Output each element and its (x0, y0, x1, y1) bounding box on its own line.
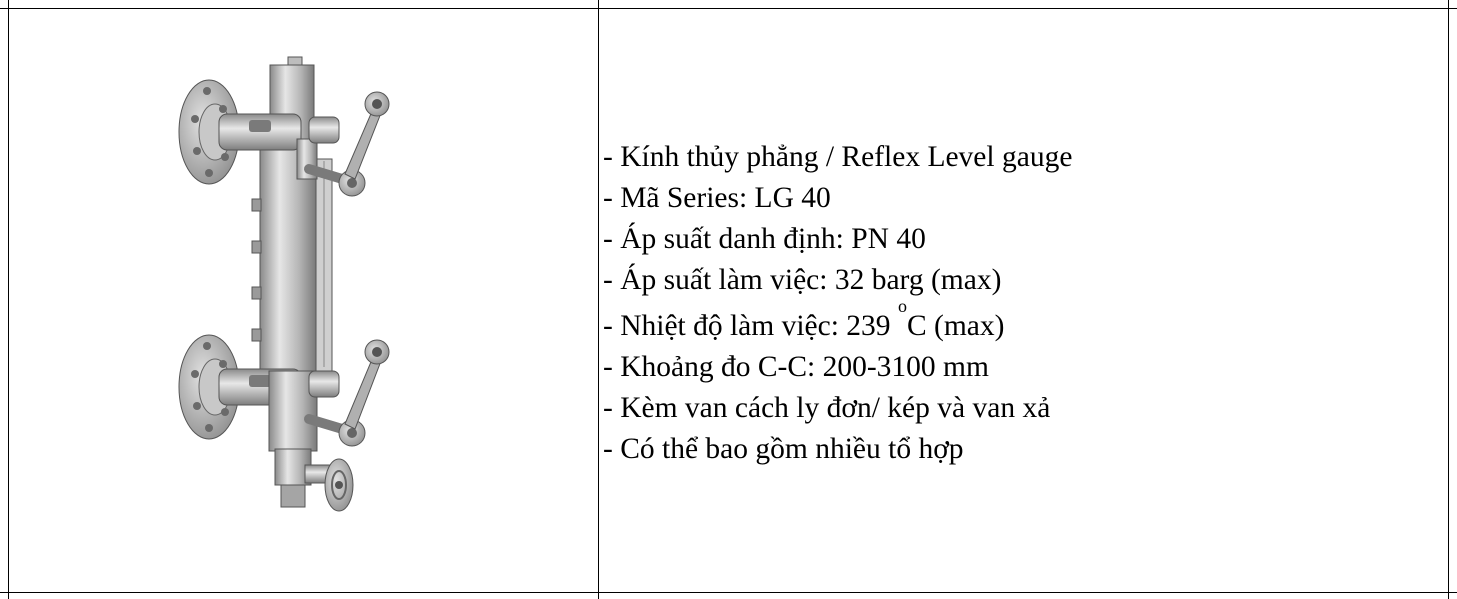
temperature-suffix: C (max) (906, 310, 1005, 342)
temperature-prefix: - Nhiệt độ làm việc: 239 (603, 310, 898, 342)
degree-superscript: o (897, 296, 907, 316)
spec-text-cell (599, 9, 1448, 592)
table-bottom-border (0, 592, 1457, 593)
table-right-border (1448, 0, 1449, 599)
spec-item-working-temperature (603, 296, 1072, 347)
spec-item-measuring-range: - Khoảng đo C-C: 200-3100 mm (603, 351, 989, 383)
spec-item-combinations: - Có thể bao gồm nhiều tổ hợp (603, 433, 964, 465)
product-image-cell (9, 9, 598, 592)
spec-list (603, 137, 1072, 470)
spec-item-nominal-pressure: - Áp suất danh định: PN 40 (603, 223, 926, 255)
spec-item-valves: - Kèm van cách ly đơn/ kép và van xả (603, 392, 1051, 424)
spec-item-working-pressure: - Áp suất làm việc: 32 barg (max) (603, 264, 1002, 296)
reflex-level-gauge-illustration (9, 9, 598, 592)
spec-item-series-code: - Mã Series: LG 40 (603, 182, 831, 214)
spec-item-glass-type: - Kính thủy phẳng / Reflex Level gauge (603, 141, 1073, 173)
